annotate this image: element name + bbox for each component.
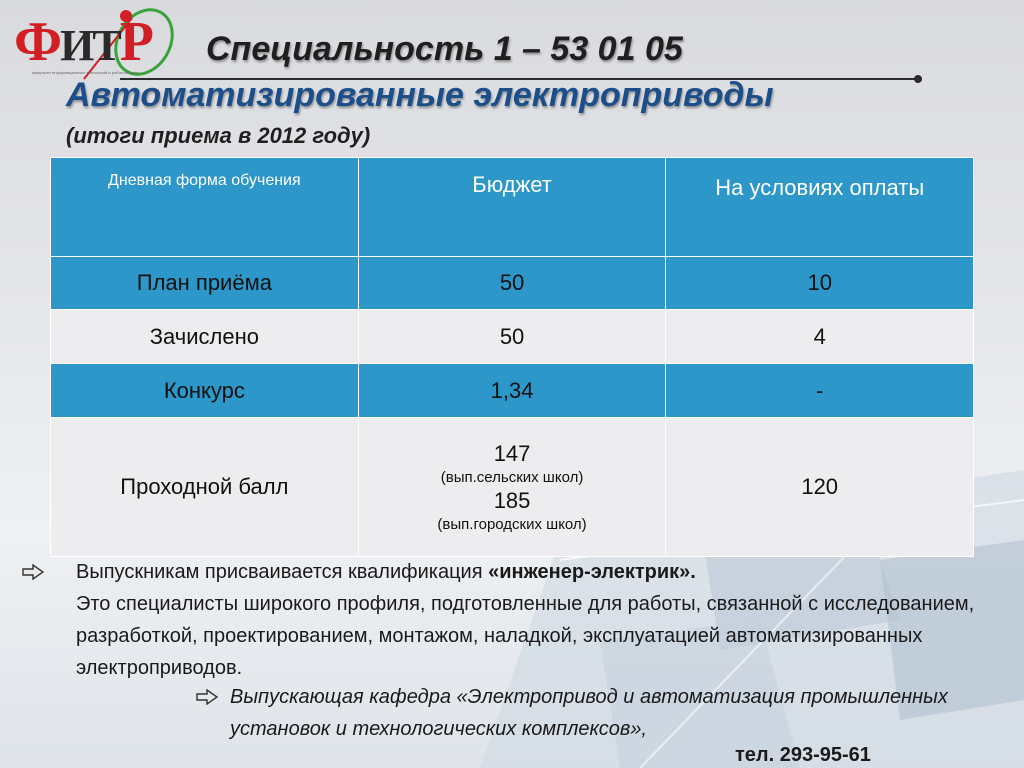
department-paragraph: Выпускающая кафедра «Электропривод и автоматизация промышленных установок и технологических комплексов», <box>230 686 948 740</box>
department-phone: тел. 293-95-61 <box>735 744 871 766</box>
row-label: Зачислено <box>51 310 359 364</box>
row-label: Конкурс <box>51 364 359 418</box>
budget-value: 50 <box>358 310 666 364</box>
admission-table <box>50 157 974 557</box>
rural-note: (вып.сельских школ) <box>440 468 584 486</box>
logo-wordmark: ФИТР <box>14 11 152 73</box>
budget-value: 50 <box>358 257 666 310</box>
budget-value: 1,34 <box>358 364 666 418</box>
urban-note: (вып.городских школ) <box>437 515 587 533</box>
qualification-paragraph: Выпускникам присваивается квалификация «инженер-электрик». Это специалисты широкого профиля, подготовленные для работы, связанной с исследованием, разработкой, проектированием, монтажом, наладкой, эксплуатацией автоматизированных электроприводов. <box>76 561 975 679</box>
header-paid: На условиях оплаты <box>666 158 974 257</box>
urban-score: 185 <box>493 488 531 513</box>
rural-score: 147 <box>493 441 531 466</box>
row-label: План приёма <box>51 257 359 310</box>
arrow-bullet-icon <box>196 689 218 705</box>
table-header-row <box>51 158 974 257</box>
table-row <box>51 257 974 310</box>
arrow-bullet-icon <box>22 564 44 580</box>
budget-passing-scores <box>358 418 666 557</box>
logo-caption: факультет информационных технологий и робототехники <box>32 70 139 75</box>
table-row <box>51 418 974 557</box>
qualification-name: «инженер-электрик». <box>488 561 696 583</box>
paid-value: - <box>666 364 974 418</box>
specialty-name-title: Автоматизированные электроприводы <box>66 76 774 114</box>
row-label: Проходной балл <box>51 418 359 557</box>
paid-value: 4 <box>666 310 974 364</box>
paid-value: 10 <box>666 257 974 310</box>
specialty-code-title: Специальность 1 – 53 01 05 <box>206 30 683 68</box>
table-row <box>51 310 974 364</box>
table-row <box>51 364 974 418</box>
paid-value: 120 <box>666 418 974 557</box>
fitr-logo <box>14 4 214 84</box>
header-budget: Бюджет <box>358 158 666 257</box>
header-study-form: Дневная форма обучения <box>51 158 359 257</box>
admission-subtitle: (итоги приема в 2012 году) <box>66 123 371 148</box>
